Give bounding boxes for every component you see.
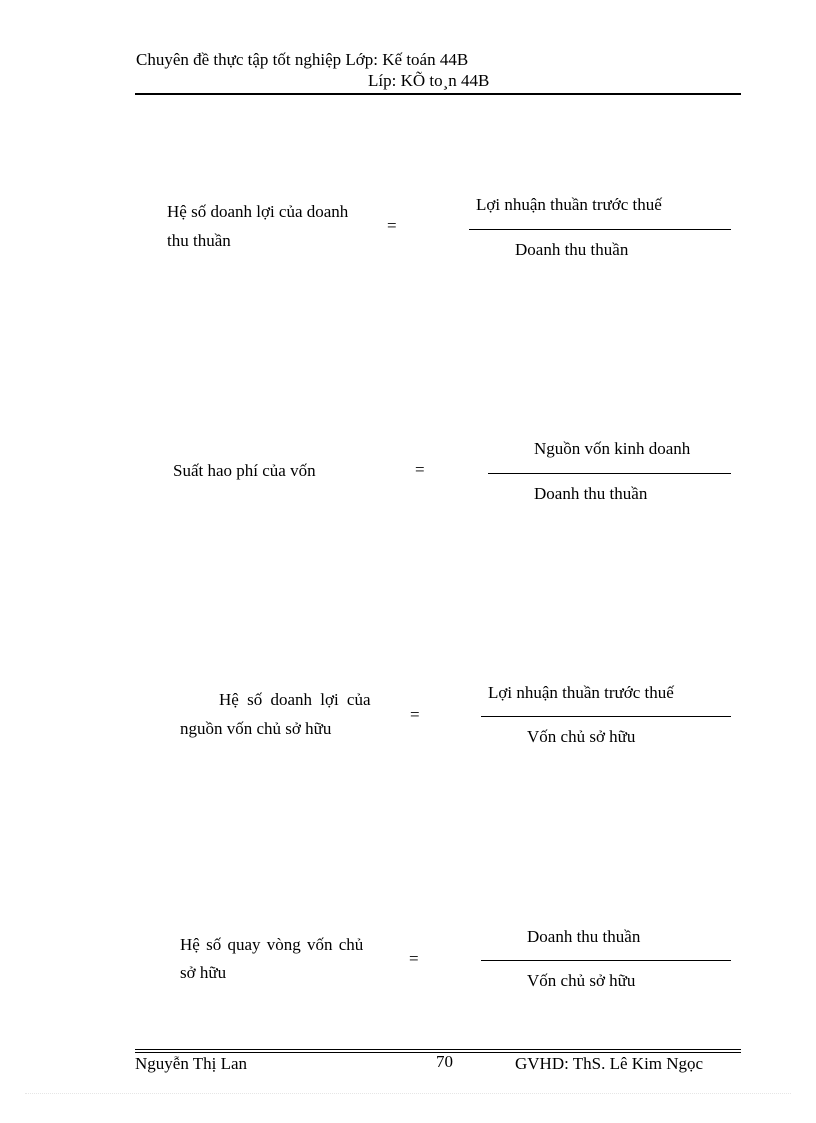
fraction-line — [469, 229, 731, 230]
formula-denominator: Doanh thu thuần — [515, 240, 629, 259]
formula-numerator: Lợi nhuận thuần trước thuế — [488, 683, 674, 702]
footer-author: Nguyễn Thị Lan — [135, 1054, 248, 1073]
equals-sign: = — [415, 460, 425, 479]
page-bottom-edge — [25, 1093, 791, 1094]
header-rule — [135, 93, 741, 95]
formula-label-line2: thu thuần — [167, 231, 231, 250]
header-class-line: Líp: KÕ to¸n 44B — [368, 71, 490, 90]
formula-numerator: Doanh thu thuần — [527, 927, 641, 946]
formula-label-line1: Hệ số quay vòng vốn chủ — [180, 935, 364, 954]
formula-denominator: Doanh thu thuần — [534, 484, 648, 503]
page-number: 70 — [436, 1052, 453, 1071]
formula-label-line1: Suất hao phí của vốn — [173, 461, 316, 480]
formula-label-line1: Hệ số doanh lợi của doanh — [167, 202, 349, 221]
footer-supervisor: GVHD: ThS. Lê Kim Ngọc — [515, 1054, 704, 1073]
fraction-line — [488, 473, 731, 474]
fraction-line — [481, 960, 731, 961]
formula-denominator: Vốn chủ sở hữu — [527, 971, 636, 990]
equals-sign: = — [387, 216, 397, 235]
equals-sign: = — [409, 949, 419, 968]
formula-numerator: Lợi nhuận thuần trước thuế — [476, 195, 662, 214]
formula-label-line1: Hệ số doanh lợi của — [219, 690, 371, 709]
formula-label-line2: sở hữu — [180, 963, 227, 982]
equals-sign: = — [410, 705, 420, 724]
footer-rule — [135, 1049, 741, 1050]
formula-denominator: Vốn chủ sở hữu — [527, 727, 636, 746]
header-title: Chuyên đề thực tập tốt nghiệp Lớp: Kế toán 44B — [136, 50, 469, 69]
formula-numerator: Nguồn vốn kinh doanh — [534, 439, 691, 458]
fraction-line — [481, 716, 731, 717]
formula-label-line2: nguồn vốn chủ sở hữu — [180, 719, 332, 738]
